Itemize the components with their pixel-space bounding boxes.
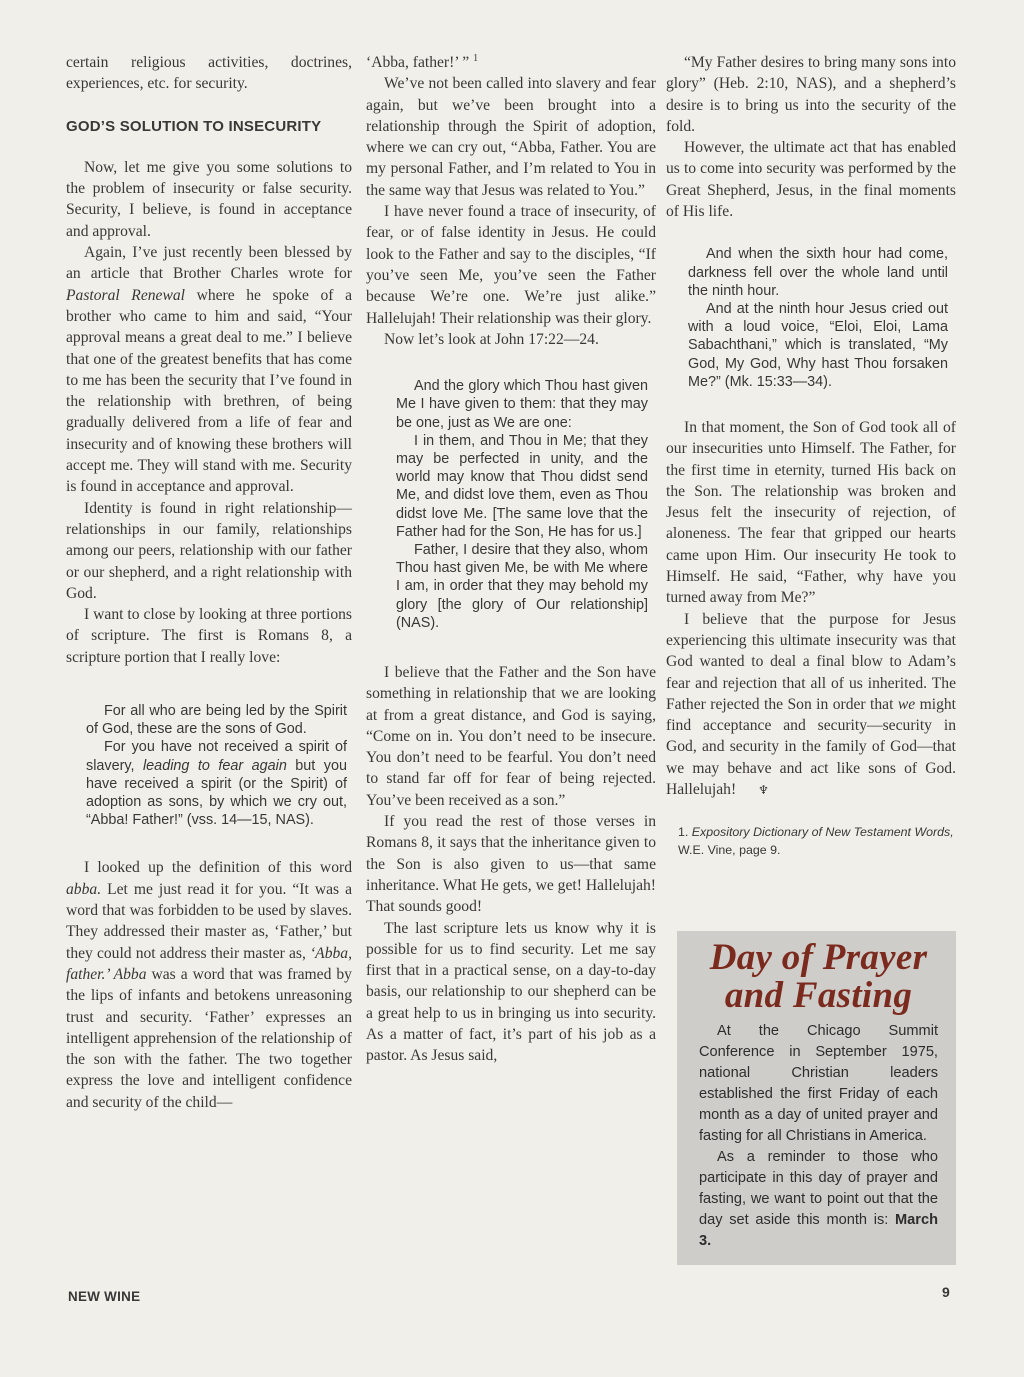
quote-line: I in them, and Thou in Me; that they may be perfected in unity, and the world may know that Thou didst send Me, and didst love them, even as Thou didst love Me. [The same love that the Father had for the Son, He has for us.] [396,432,648,540]
prayer-fasting-box [677,931,956,1265]
page-number: 9 [942,1284,950,1300]
paragraph: Identity is found in right relationship—relationships in our family, relationships among our peers, relationship with our father or our shepherd, and a right relationship with God. [66,499,352,602]
quote-line: And the glory which Thou hast given Me I have given to them: that they may be one, just as We are one: [396,378,648,431]
paragraph: Now let’s look at John 17:22—24. [384,330,599,348]
italic-phrase: leading to fear again [142,757,287,774]
quote-line: And at the ninth hour Jesus cried out with a loud voice, “Eloi, Eloi, Lama Sabachthani,” which is translated, “My God, My God, Why hast Thou forsaken Me?” (Mk. 15:33—34). [688,300,948,390]
italic-word: we [897,695,916,713]
column-2 [366,52,656,1067]
column-3 [666,52,956,859]
text-run: where he spoke of a brother who came to him and said, “Your approval means a great deal to me.” I believe that one of the greatest benefits that has come to me has been the security that I’ve found in the relationship with brethren, of being gradually delivered from a life of fear and insecurity and of knowing these brothers will accept me. They will stand with me. Security is found in acceptance and approval. [66,286,352,496]
scripture-quote-mark [688,245,948,391]
paragraph: However, the ultimate act that has enabled us to come into security was performed by the Great Shepherd, Jesus, in the final moments of His life. [666,139,956,221]
box-title-line: and Fasting [724,975,913,1016]
box-title-line: Day of Prayer [709,937,928,978]
paragraph [66,857,352,1113]
date-highlight: March 3. [699,1212,938,1249]
box-paragraph [699,1147,938,1252]
footnote [678,823,956,859]
italic-word: abba. [66,880,102,898]
text-run: might find acceptance and security—security in God, and security in the family of God—that we may behave and act like sons of God. Hallelujah! [666,695,956,799]
footnote-title: Expository Dictionary of New Testament Words, [691,825,954,840]
quote-line: And when the sixth hour had come, darkness fell over the whole land until the ninth hour. [688,246,948,299]
box-title [699,939,938,1015]
column-1 [66,52,352,1113]
section-heading: GOD’S SOLUTION TO INSECURITY [66,117,322,135]
quote-line [86,738,347,829]
box-body [699,1021,938,1252]
italic-title: Pastoral Renewal [66,286,185,304]
text-run: but you have received a spirit (or the Spirit) of adoption as sons, by which we cry out, “Abba! Father!” (vss. 14—15, NAS). [86,757,347,829]
paragraph: The last scripture lets us know why it is possible for us to find security. Let me say first that in a practical sense, on a day-to-day basis, our relationship to our shepherd can be a great help to us in bringing us into security. As a matter of fact, it’s part of his job as a pastor. As Jesus said, [366,919,656,1065]
text-run: I looked up the definition of this word [84,859,352,877]
paragraph-continued [366,52,656,73]
box-paragraph: At the Chicago Summit Conference in September 1975, national Christian leaders established the first Friday of each month as a day of united prayer and fasting for all Christians in America. [699,1023,938,1144]
text-run: ‘Abba, father!’ ” [366,54,470,71]
text-run: I believe that the purpose for Jesus experiencing this ultimate insecurity was that God wanted to deal a final blow to Adam’s fear and rejection that all of us inherited. The Father rejected the Son in order that [666,610,956,713]
paragraph: I believe that the Father and the Son have something in relationship that we are looking at from a great distance, and God is saying, “Come on in. You don’t need to be insecure. You don’t need to be fearful. You don’t need to stand far off for fear of being rejected. You’ve been received as a son.” [366,664,656,809]
italic-phrase: ‘Abba, father.’ Abba [66,944,352,983]
paragraph: Now, let me give you some solutions to the problem of insecurity or false security. Security, I believe, is found in acceptance and approval. [66,158,352,240]
paragraph: We’ve not been called into slavery and fear again, but we’ve been brought into a relationship through the Spirit of adoption, where we can cry out, “Abba, Father. You are my personal Father, and I’m related to You in the same way that Jesus was related to You.” [366,75,656,199]
magazine-name: NEW WINE [68,1289,141,1304]
end-mark-icon: ♆ [758,783,769,798]
paragraph-continued: “My Father desires to bring many sons into glory” (Heb. 2:10, NAS), and a shepherd’s desire is to bring us into the security of the fold. [666,54,956,135]
scripture-quote-romans [86,702,347,829]
paragraph [666,609,956,802]
text-run: Let me just read it for you. “It was a word that was forbidden to be used by slaves. They addressed their master as, ‘Father,’ but they could not address their master as, [66,880,352,962]
paragraph: I want to close by looking at three portions of scripture. The first is Romans 8, a scripture portion that I really love: [66,606,352,666]
text-run: As a reminder to those who participate in this day of prayer and fasting, we want to point out that the day set aside this month is: [699,1149,938,1228]
footnote-marker: 1 [473,52,479,64]
paragraph [66,242,352,498]
text-run: Again, I’ve just recently been blessed by an article that Brother Charles wrote for [66,244,352,283]
scripture-quote-john [396,377,648,632]
paragraph: In that moment, the Son of God took all of our insecurities unto Himself. The Father, for the first time in eternity, turned His back on the Son. The relationship was broken and Jesus felt the insecurity of rejection, of aloneness. The fear that gripped our hearts came upon Him. Our insecurity He took to Himself. He said, “Father, why have you turned away from Me?” [666,419,956,607]
quote-line: For all who are being led by the Spirit of God, these are the sons of God. [86,703,347,738]
paragraph: I have never found a trace of insecurity, of fear, or of false identity in Jesus. He could look to the Father and say to the disciples, “If you’ve seen Me, you’ve seen the Father because We’re one. We’re just alike.” Hallelujah! Their relationship was their glory. [366,203,656,327]
text-run: was a word that was framed by the lips of infants and betokens unreasoning trust and security. ‘Father’ expresses an intelligent apprehension of the relationship of the son with the father. The two together express the love and intelligent confidence and security of the child— [66,965,352,1111]
paragraph-continued: certain religious activities, doctrines, experiences, etc. for security. [66,54,352,93]
quote-line: Father, I desire that they also, whom Thou hast given Me, be with Me where I am, in order that they may behold my glory [the glory of Our relationship] (NAS). [396,541,648,631]
footnote-source: W.E. Vine, page 9. [678,843,781,858]
paragraph: If you read the rest of those verses in Romans 8, it says that the inheritance given to the Son is also given to us—that same inheritance. What He gets, we get! Hallelujah! That sounds good! [366,813,656,916]
footnote-number: 1. [678,825,692,840]
text-run: For you have not received a spirit of slavery, [86,739,347,774]
